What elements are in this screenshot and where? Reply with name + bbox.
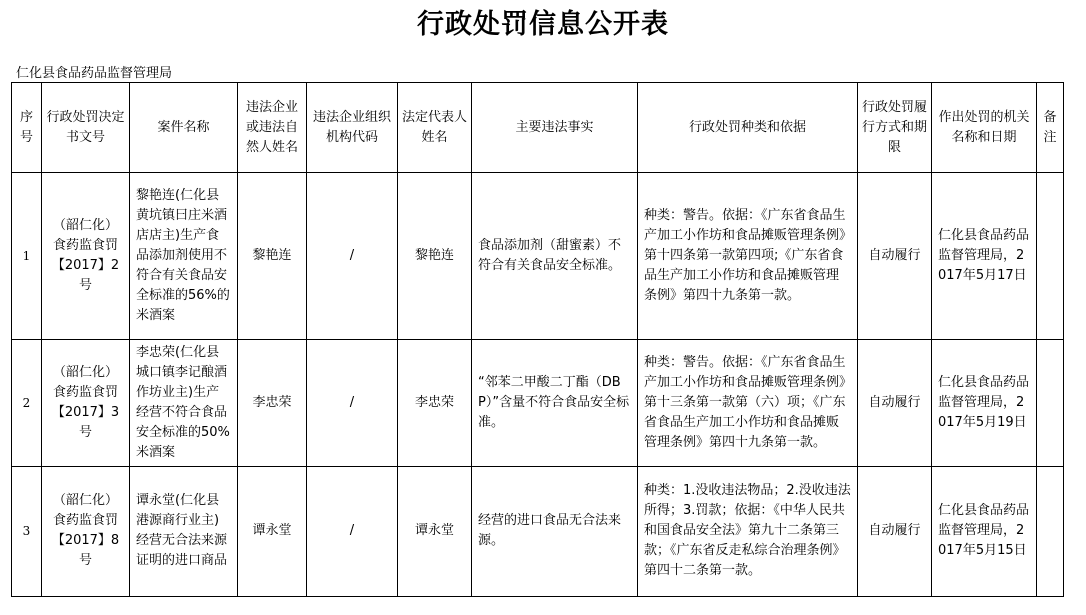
cell-party-name: 李忠荣	[238, 340, 307, 466]
cell-doc-number: （韶仁化）食药监食罚【2017】8号	[42, 466, 130, 596]
agency-name: 仁化县食品药品监督管理局	[16, 66, 173, 81]
penalty-table	[11, 82, 1064, 597]
header-row	[12, 83, 1064, 173]
cell-case-name: 黎艳连(仁化县黄坑镇曰庄米酒店店主)生产食品添加剂使用不符合有关食品安全标准的56%的米酒案	[130, 173, 238, 340]
header-doc-number: 行政处罚决定书文号	[42, 83, 130, 173]
cell-method: 自动履行	[858, 340, 932, 466]
cell-legal-rep: 黎艳连	[398, 173, 472, 340]
cell-remark	[1037, 340, 1064, 466]
header-method: 行政处罚履行方式和期限	[858, 83, 932, 173]
page-title: 行政处罚信息公开表	[417, 9, 669, 40]
cell-authority: 仁化县食品药品监督管理局，2017年5月19日	[932, 340, 1037, 466]
cell-facts: “邻苯二甲酸二丁酯（DBP）”含量不符合食品安全标准。	[472, 340, 638, 466]
cell-legal-rep: 李忠荣	[398, 340, 472, 466]
header-case-name: 案件名称	[130, 83, 238, 173]
cell-remark	[1037, 466, 1064, 596]
table-row	[12, 340, 1064, 466]
cell-legal-rep: 谭永堂	[398, 466, 472, 596]
header-party-name: 违法企业或违法自然人姓名	[238, 83, 307, 173]
cell-remark	[1037, 173, 1064, 340]
cell-case-name: 谭永堂(仁化县港源商行业主)经营无合法来源证明的进口商品	[130, 466, 238, 596]
header-legal-rep: 法定代表人姓名	[398, 83, 472, 173]
cell-no: 3	[12, 466, 42, 596]
cell-org-code: /	[307, 173, 398, 340]
cell-doc-number: （韶仁化）食药监食罚【2017】2号	[42, 173, 130, 340]
table-row	[12, 173, 1064, 340]
cell-case-name: 李忠荣(仁化县城口镇李记酿酒作坊业主)生产经营不符合食品安全标准的50%米酒案	[130, 340, 238, 466]
header-facts: 主要违法事实	[472, 83, 638, 173]
cell-authority: 仁化县食品药品监督管理局，2017年5月15日	[932, 466, 1037, 596]
header-remark: 备注	[1037, 83, 1064, 173]
header-org-code: 违法企业组织机构代码	[307, 83, 398, 173]
cell-method: 自动履行	[858, 173, 932, 340]
cell-no: 1	[12, 173, 42, 340]
header-authority: 作出处罚的机关名称和日期	[932, 83, 1037, 173]
cell-org-code: /	[307, 340, 398, 466]
header-penalty: 行政处罚种类和依据	[638, 83, 858, 173]
cell-penalty: 种类：警告。依据：《广东省食品生产加工小作坊和食品摊贩管理条例》第十四条第一款第四项;《广东省食品生产加工小作坊和食品摊贩管理条例》第四十九条第一款。	[638, 173, 858, 340]
cell-party-name: 黎艳连	[238, 173, 307, 340]
cell-org-code: /	[307, 466, 398, 596]
cell-party-name: 谭永堂	[238, 466, 307, 596]
cell-facts: 经营的进口食品无合法来源。	[472, 466, 638, 596]
cell-method: 自动履行	[858, 466, 932, 596]
cell-penalty: 种类：警告。依据：《广东省食品生产加工小作坊和食品摊贩管理条例》第十三条第一款第（六）项；《广东省食品生产加工小作坊和食品摊贩管理条例》第四十九条第一款。	[638, 340, 858, 466]
header-no: 序号	[12, 83, 42, 173]
cell-authority: 仁化县食品药品监督管理局，2017年5月17日	[932, 173, 1037, 340]
cell-no: 2	[12, 340, 42, 466]
cell-penalty: 种类：1.没收违法物品；2.没收违法所得；3.罚款；依据：《中华人民共和国食品安全法》第九十二条第三款；《广东省反走私综合治理条例》第四十二条第一款。	[638, 466, 858, 596]
cell-facts: 食品添加剂（甜蜜素）不符合有关食品安全标准。	[472, 173, 638, 340]
table-row	[12, 466, 1064, 596]
cell-doc-number: （韶仁化）食药监食罚【2017】3号	[42, 340, 130, 466]
